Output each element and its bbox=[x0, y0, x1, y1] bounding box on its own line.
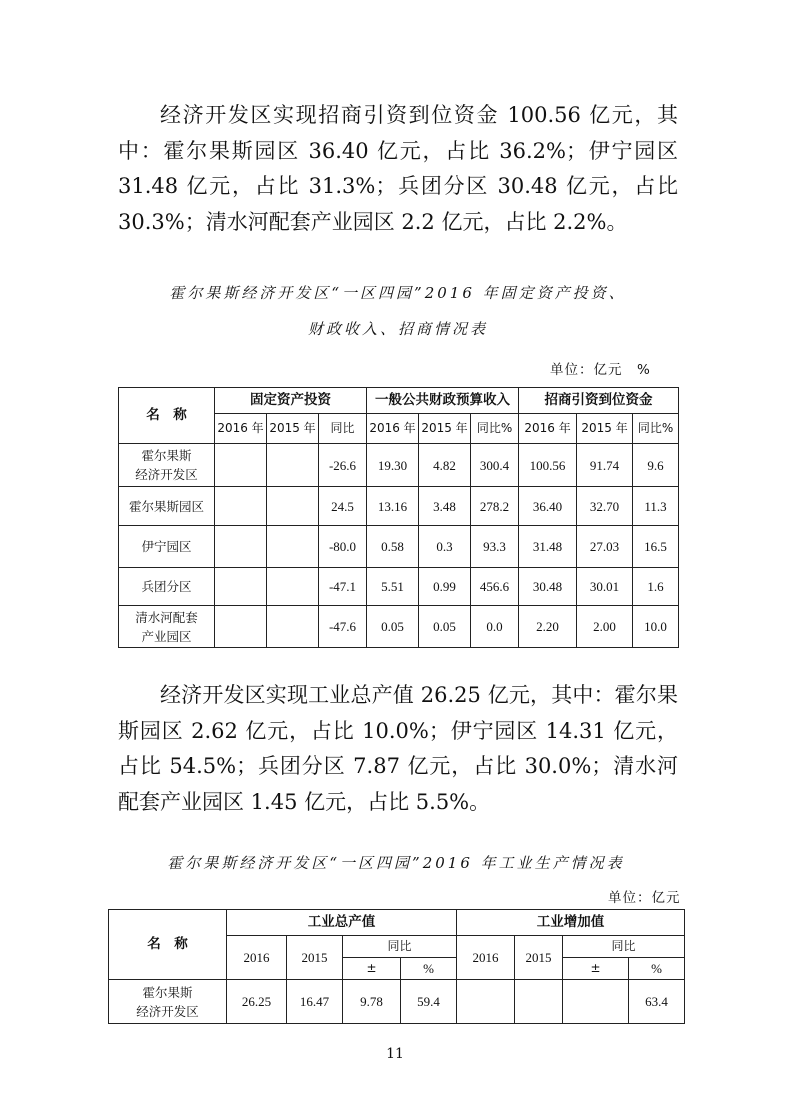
table2-unit: 单位：亿元 bbox=[608, 890, 681, 906]
table-cell bbox=[515, 980, 563, 1024]
table1-subheader: 2015 年 bbox=[577, 414, 633, 444]
paragraph-investment-text: 经济开发区实现招商引资到位资金 100.56 亿元，其中：霍尔果斯园区 36.40 亿元，占比 36.2%；伊宁园区 31.48 亿元，占比 31.3%；兵团分区 30.48 亿元，占比 30.3%；清水河配套产业园区 2.2 亿元，占比 2.2%。 bbox=[118, 103, 678, 234]
table1-unit: 单位：亿元 % bbox=[550, 362, 651, 378]
row-name: 霍尔果斯 经济开发区 bbox=[109, 980, 227, 1024]
table2-year-2015: 2015 bbox=[287, 936, 343, 980]
table-cell: 0.99 bbox=[419, 568, 471, 606]
table2-yoy: 同比 bbox=[343, 936, 457, 958]
table-row bbox=[119, 487, 679, 526]
table-cell: -26.6 bbox=[319, 444, 367, 487]
paragraph-industry bbox=[118, 678, 678, 820]
page-number: 11 bbox=[386, 1046, 404, 1062]
table1-subheader: 2016 年 bbox=[367, 414, 419, 444]
table2-header-name: 名 称 bbox=[109, 910, 227, 980]
table-cell bbox=[267, 606, 319, 648]
table2-percent: % bbox=[629, 958, 685, 980]
table1-subheader: 同比 bbox=[319, 414, 367, 444]
table-row bbox=[119, 568, 679, 606]
table-cell: 9.78 bbox=[343, 980, 401, 1024]
table2-header-value-added: 工业增加值 bbox=[457, 910, 685, 936]
industry-table bbox=[108, 909, 685, 1024]
table-cell: 1.6 bbox=[633, 568, 679, 606]
table-cell: 32.70 bbox=[577, 487, 633, 526]
table-cell bbox=[215, 526, 267, 568]
table-cell: 27.03 bbox=[577, 526, 633, 568]
table-cell: 0.05 bbox=[367, 606, 419, 648]
row-name: 霍尔果斯园区 bbox=[119, 487, 215, 526]
row-name: 霍尔果斯 经济开发区 bbox=[119, 444, 215, 487]
row-name: 伊宁园区 bbox=[119, 526, 215, 568]
table2-yoy: 同比 bbox=[563, 936, 685, 958]
table-cell: 0.58 bbox=[367, 526, 419, 568]
table1-header-fiscal-revenue: 一般公共财政预算收入 bbox=[367, 388, 519, 414]
table1-subheader: 2016 年 bbox=[519, 414, 577, 444]
table-cell: 24.5 bbox=[319, 487, 367, 526]
table-cell: 26.25 bbox=[227, 980, 287, 1024]
table-cell: 278.2 bbox=[471, 487, 519, 526]
table-cell: 5.51 bbox=[367, 568, 419, 606]
table-cell: 2.20 bbox=[519, 606, 577, 648]
table1-header-investment-funds: 招商引资到位资金 bbox=[519, 388, 679, 414]
table-cell: -47.1 bbox=[319, 568, 367, 606]
table-cell: 3.48 bbox=[419, 487, 471, 526]
table-cell: 93.3 bbox=[471, 526, 519, 568]
table-cell bbox=[267, 526, 319, 568]
table-cell: -47.6 bbox=[319, 606, 367, 648]
table-cell: 16.47 bbox=[287, 980, 343, 1024]
table-cell: 300.4 bbox=[471, 444, 519, 487]
investment-table bbox=[118, 387, 679, 648]
table-cell: 2.00 bbox=[577, 606, 633, 648]
table-row bbox=[109, 980, 685, 1024]
table1-subheader: 2015 年 bbox=[267, 414, 319, 444]
table2-caption: 霍尔果斯经济开发区“一区四园”2016 年工业生产情况表 bbox=[167, 854, 625, 872]
table1-subheader: 2015 年 bbox=[419, 414, 471, 444]
table-row bbox=[119, 526, 679, 568]
table-cell bbox=[267, 444, 319, 487]
row-name: 兵团分区 bbox=[119, 568, 215, 606]
table-cell: 19.30 bbox=[367, 444, 419, 487]
table-cell: 30.01 bbox=[577, 568, 633, 606]
table-cell: 31.48 bbox=[519, 526, 577, 568]
table-cell bbox=[215, 444, 267, 487]
table1-header-fixed-asset: 固定资产投资 bbox=[215, 388, 367, 414]
table2-year-2016: 2016 bbox=[457, 936, 515, 980]
row-name: 清水河配套 产业园区 bbox=[119, 606, 215, 648]
table-cell: 59.4 bbox=[401, 980, 457, 1024]
table2-percent: % bbox=[401, 958, 457, 980]
paragraph-industry-text: 经济开发区实现工业总产值 26.25 亿元，其中：霍尔果斯园区 2.62 亿元，占比 10.0%；伊宁园区 14.31 亿元，占比 54.5%；兵团分区 7.87 亿元，占比 30.0%；清水河配套产业园区 1.45 亿元，占比 5.5%。 bbox=[118, 683, 678, 814]
table-cell: 9.6 bbox=[633, 444, 679, 487]
table-cell: 91.74 bbox=[577, 444, 633, 487]
table-cell bbox=[563, 980, 629, 1024]
table-cell: -80.0 bbox=[319, 526, 367, 568]
table1-subheader: 同比% bbox=[471, 414, 519, 444]
table-cell: 11.3 bbox=[633, 487, 679, 526]
table-cell bbox=[215, 487, 267, 526]
paragraph-investment bbox=[118, 98, 678, 240]
table1-caption-line2: 财政收入、招商情况表 bbox=[307, 320, 488, 338]
table-cell bbox=[267, 487, 319, 526]
table1-subheader: 同比% bbox=[633, 414, 679, 444]
table-cell bbox=[267, 568, 319, 606]
table2-year-2015: 2015 bbox=[515, 936, 563, 980]
table2-plus-minus: ± bbox=[563, 958, 629, 980]
table-cell: 0.3 bbox=[419, 526, 471, 568]
table-cell: 36.40 bbox=[519, 487, 577, 526]
table-cell bbox=[215, 568, 267, 606]
table-row bbox=[119, 444, 679, 487]
table1-subheader: 2016 年 bbox=[215, 414, 267, 444]
table-cell: 0.0 bbox=[471, 606, 519, 648]
table2-year-2016: 2016 bbox=[227, 936, 287, 980]
table-cell: 10.0 bbox=[633, 606, 679, 648]
table2-header-gross-output: 工业总产值 bbox=[227, 910, 457, 936]
table-cell: 0.05 bbox=[419, 606, 471, 648]
table-cell: 16.5 bbox=[633, 526, 679, 568]
table2-plus-minus: ± bbox=[343, 958, 401, 980]
table1-caption-line1: 霍尔果斯经济开发区“一区四园”2016 年固定资产投资、 bbox=[169, 284, 627, 302]
table-cell: 13.16 bbox=[367, 487, 419, 526]
table-cell: 100.56 bbox=[519, 444, 577, 487]
table-cell: 456.6 bbox=[471, 568, 519, 606]
table-cell bbox=[215, 606, 267, 648]
table-cell: 30.48 bbox=[519, 568, 577, 606]
table-cell: 4.82 bbox=[419, 444, 471, 487]
table-cell bbox=[457, 980, 515, 1024]
table-cell: 63.4 bbox=[629, 980, 685, 1024]
table-row bbox=[119, 606, 679, 648]
table1-header-name: 名 称 bbox=[119, 388, 215, 444]
